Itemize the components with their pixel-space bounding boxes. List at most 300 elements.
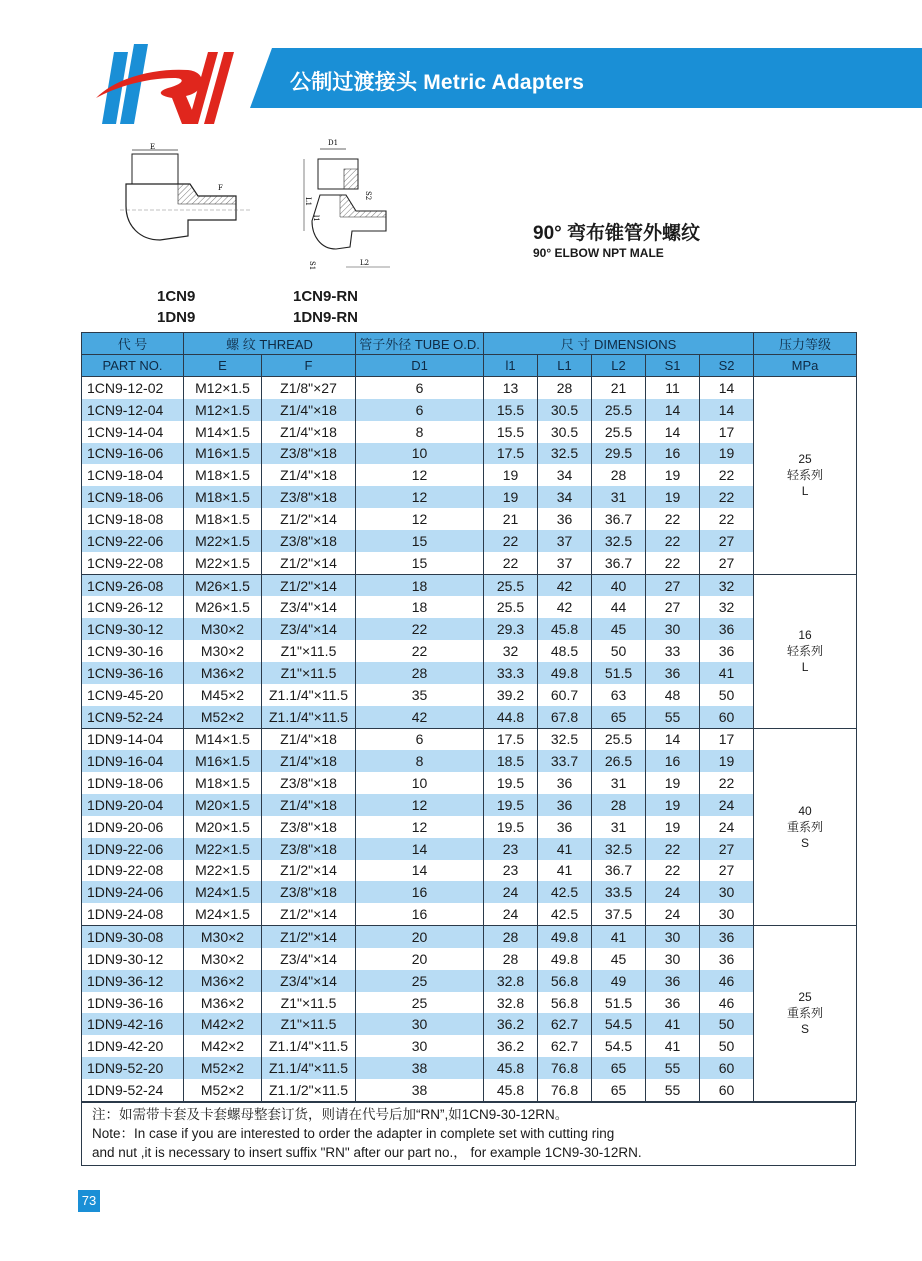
cell-s2: 36 bbox=[700, 948, 754, 970]
cell-f: Z3/8"×18 bbox=[262, 486, 356, 508]
cell-d1: 15 bbox=[356, 552, 484, 574]
header-part-no: PART NO. bbox=[82, 355, 184, 377]
cell-pressure-class bbox=[754, 377, 857, 575]
cell-d1: 16 bbox=[356, 903, 484, 925]
note-en-line2: and nut ,it is necessary to insert suffix "RN" after our part no.， for example 1CN9-30-12RN. bbox=[92, 1145, 642, 1160]
cell-l2: 28 bbox=[592, 794, 646, 816]
cell-s2: 22 bbox=[700, 464, 754, 486]
cell-f: Z3/8"×18 bbox=[262, 530, 356, 552]
order-note bbox=[81, 1102, 856, 1166]
cell-d1: 15 bbox=[356, 530, 484, 552]
cell-f: Z1/2"×14 bbox=[262, 860, 356, 882]
cell-part-no: 1CN9-18-06 bbox=[82, 486, 184, 508]
cell-f: Z1.1/4"×11.5 bbox=[262, 684, 356, 706]
cell-s1: 41 bbox=[646, 1035, 700, 1057]
cell-l1: 41 bbox=[538, 838, 592, 860]
cell-l1: 36 bbox=[538, 772, 592, 794]
cell-part-no: 1CN9-14-04 bbox=[82, 421, 184, 443]
cell-f: Z1/2"×14 bbox=[262, 508, 356, 530]
cell-s1: 14 bbox=[646, 421, 700, 443]
cell-f: Z1/4"×18 bbox=[262, 794, 356, 816]
cell-l1-small: 19 bbox=[484, 486, 538, 508]
cell-l2: 36.7 bbox=[592, 552, 646, 574]
cell-d1: 20 bbox=[356, 926, 484, 948]
cell-l1: 36 bbox=[538, 508, 592, 530]
spec-table bbox=[81, 332, 857, 1102]
cell-f: Z1/8"×27 bbox=[262, 377, 356, 399]
cell-l1-small: 15.5 bbox=[484, 421, 538, 443]
cell-d1: 25 bbox=[356, 970, 484, 992]
cell-l2: 50 bbox=[592, 640, 646, 662]
cell-e: M18×1.5 bbox=[184, 508, 262, 530]
cell-part-no: 1CN9-45-20 bbox=[82, 684, 184, 706]
cell-f: Z1"×11.5 bbox=[262, 640, 356, 662]
cell-d1: 6 bbox=[356, 377, 484, 399]
header-e: E bbox=[184, 355, 262, 377]
cell-s2: 27 bbox=[700, 860, 754, 882]
cell-part-no: 1DN9-30-12 bbox=[82, 948, 184, 970]
cell-s2: 30 bbox=[700, 881, 754, 903]
cell-d1: 25 bbox=[356, 992, 484, 1014]
cell-d1: 20 bbox=[356, 948, 484, 970]
cell-d1: 14 bbox=[356, 860, 484, 882]
cell-e: M52×2 bbox=[184, 1079, 262, 1101]
cell-s2: 60 bbox=[700, 1079, 754, 1101]
cell-s1: 22 bbox=[646, 508, 700, 530]
cell-l2: 32.5 bbox=[592, 838, 646, 860]
cell-s2: 30 bbox=[700, 903, 754, 925]
model-1cn9-rn: 1CN9-RN bbox=[293, 288, 359, 305]
cell-l1: 49.8 bbox=[538, 662, 592, 684]
header-mpa: MPa bbox=[754, 355, 857, 377]
cell-e: M26×1.5 bbox=[184, 596, 262, 618]
cell-s2: 27 bbox=[700, 530, 754, 552]
pressure-series: 重系列 bbox=[787, 819, 824, 834]
cell-l1-small: 44.8 bbox=[484, 706, 538, 728]
cell-part-no: 1CN9-12-02 bbox=[82, 377, 184, 399]
cell-l2: 26.5 bbox=[592, 750, 646, 772]
cell-l1: 42.5 bbox=[538, 903, 592, 925]
cell-part-no: 1CN9-18-04 bbox=[82, 464, 184, 486]
cell-d1: 10 bbox=[356, 443, 484, 465]
model-labels-left bbox=[157, 286, 195, 328]
cell-l1-small: 29.3 bbox=[484, 618, 538, 640]
cell-l2: 31 bbox=[592, 486, 646, 508]
cell-part-no: 1CN9-18-08 bbox=[82, 508, 184, 530]
cell-d1: 42 bbox=[356, 706, 484, 728]
cell-s2: 14 bbox=[700, 399, 754, 421]
cell-l1-small: 25.5 bbox=[484, 596, 538, 618]
cell-s2: 27 bbox=[700, 552, 754, 574]
pressure-pressure: 16 bbox=[798, 628, 812, 643]
cell-l1-small: 45.8 bbox=[484, 1079, 538, 1101]
table-row bbox=[82, 464, 857, 486]
cell-d1: 12 bbox=[356, 794, 484, 816]
cell-f: Z3/8"×18 bbox=[262, 881, 356, 903]
cell-l2: 21 bbox=[592, 377, 646, 399]
cell-l1: 76.8 bbox=[538, 1057, 592, 1079]
cell-l1: 42 bbox=[538, 596, 592, 618]
table-row bbox=[82, 772, 857, 794]
note-en-line1: Note：In case if you are interested to order the adapter in complete set with cutting ring bbox=[92, 1126, 615, 1141]
cell-e: M36×2 bbox=[184, 662, 262, 684]
cell-s1: 14 bbox=[646, 399, 700, 421]
cell-s1: 19 bbox=[646, 486, 700, 508]
cell-part-no: 1CN9-26-12 bbox=[82, 596, 184, 618]
cell-l1-small: 45.8 bbox=[484, 1057, 538, 1079]
header-s2: S2 bbox=[700, 355, 754, 377]
cell-d1: 12 bbox=[356, 508, 484, 530]
table-row bbox=[82, 377, 857, 399]
cell-l1-small: 33.3 bbox=[484, 662, 538, 684]
cell-s1: 55 bbox=[646, 1079, 700, 1101]
cell-e: M12×1.5 bbox=[184, 399, 262, 421]
cell-part-no: 1CN9-22-06 bbox=[82, 530, 184, 552]
cell-l2: 29.5 bbox=[592, 443, 646, 465]
table-row bbox=[82, 838, 857, 860]
cell-l1: 62.7 bbox=[538, 1013, 592, 1035]
cell-l2: 41 bbox=[592, 926, 646, 948]
dim-label-s2: S2 bbox=[364, 191, 372, 201]
cell-d1: 38 bbox=[356, 1079, 484, 1101]
cell-s1: 19 bbox=[646, 464, 700, 486]
table-row bbox=[82, 1079, 857, 1101]
cell-e: M52×2 bbox=[184, 1057, 262, 1079]
cell-l2: 51.5 bbox=[592, 992, 646, 1014]
cell-f: Z1/2"×14 bbox=[262, 926, 356, 948]
cell-d1: 18 bbox=[356, 574, 484, 596]
header-row-1 bbox=[82, 333, 857, 355]
cell-s1: 55 bbox=[646, 1057, 700, 1079]
cell-s1: 14 bbox=[646, 728, 700, 750]
cell-f: Z3/4"×14 bbox=[262, 970, 356, 992]
cell-f: Z1/4"×18 bbox=[262, 750, 356, 772]
cell-d1: 28 bbox=[356, 662, 484, 684]
cell-s2: 22 bbox=[700, 772, 754, 794]
cell-l1-small: 22 bbox=[484, 552, 538, 574]
cell-pressure-class bbox=[754, 728, 857, 926]
cell-e: M18×1.5 bbox=[184, 772, 262, 794]
cell-l1-small: 32.8 bbox=[484, 992, 538, 1014]
table-row bbox=[82, 970, 857, 992]
cell-e: M18×1.5 bbox=[184, 464, 262, 486]
cell-d1: 10 bbox=[356, 772, 484, 794]
pressure-code: S bbox=[801, 1022, 810, 1037]
cell-s1: 30 bbox=[646, 618, 700, 640]
header-tube-od: 管子外径 TUBE O.D. bbox=[356, 333, 484, 355]
cell-l1-small: 23 bbox=[484, 860, 538, 882]
table-row bbox=[82, 684, 857, 706]
table-row bbox=[82, 926, 857, 948]
cell-e: M14×1.5 bbox=[184, 421, 262, 443]
cell-s2: 17 bbox=[700, 728, 754, 750]
cell-l1-small: 32 bbox=[484, 640, 538, 662]
pressure-series: 重系列 bbox=[787, 1006, 824, 1021]
cell-d1: 12 bbox=[356, 486, 484, 508]
cell-f: Z3/8"×18 bbox=[262, 772, 356, 794]
cell-d1: 35 bbox=[356, 684, 484, 706]
cell-f: Z1/4"×18 bbox=[262, 399, 356, 421]
cell-l1: 48.5 bbox=[538, 640, 592, 662]
cell-s2: 24 bbox=[700, 794, 754, 816]
cell-l1-small: 28 bbox=[484, 926, 538, 948]
cell-l2: 63 bbox=[592, 684, 646, 706]
cell-f: Z1.1/4"×11.5 bbox=[262, 1035, 356, 1057]
cell-e: M22×1.5 bbox=[184, 530, 262, 552]
cell-l1-small: 17.5 bbox=[484, 443, 538, 465]
cell-f: Z3/8"×18 bbox=[262, 816, 356, 838]
cell-f: Z3/8"×18 bbox=[262, 838, 356, 860]
spec-table-body bbox=[82, 377, 857, 1102]
cell-l2: 44 bbox=[592, 596, 646, 618]
cell-e: M42×2 bbox=[184, 1013, 262, 1035]
table-row bbox=[82, 530, 857, 552]
cell-s1: 19 bbox=[646, 794, 700, 816]
cell-part-no: 1DN9-16-04 bbox=[82, 750, 184, 772]
cell-l1-small: 19.5 bbox=[484, 816, 538, 838]
cell-f: Z1/2"×14 bbox=[262, 552, 356, 574]
cell-l1: 32.5 bbox=[538, 443, 592, 465]
table-row bbox=[82, 1057, 857, 1079]
cell-l2: 28 bbox=[592, 464, 646, 486]
cell-part-no: 1CN9-26-08 bbox=[82, 574, 184, 596]
cell-d1: 22 bbox=[356, 618, 484, 640]
cell-l1-small: 13 bbox=[484, 377, 538, 399]
header-l1: L1 bbox=[538, 355, 592, 377]
cell-l1: 33.7 bbox=[538, 750, 592, 772]
elbow-drawing-left bbox=[120, 140, 260, 260]
cell-f: Z1"×11.5 bbox=[262, 662, 356, 684]
cell-s2: 36 bbox=[700, 926, 754, 948]
pressure-code: L bbox=[801, 484, 809, 499]
cell-l1: 76.8 bbox=[538, 1079, 592, 1101]
header-row-2 bbox=[82, 355, 857, 377]
cell-f: Z1"×11.5 bbox=[262, 992, 356, 1014]
cell-part-no: 1DN9-36-16 bbox=[82, 992, 184, 1014]
cell-l1: 32.5 bbox=[538, 728, 592, 750]
cell-e: M45×2 bbox=[184, 684, 262, 706]
cell-l2: 33.5 bbox=[592, 881, 646, 903]
cell-f: Z3/8"×18 bbox=[262, 443, 356, 465]
cell-f: Z1/4"×18 bbox=[262, 464, 356, 486]
cell-part-no: 1DN9-36-12 bbox=[82, 970, 184, 992]
cell-l1-small: 19 bbox=[484, 464, 538, 486]
cell-l1-small: 19.5 bbox=[484, 772, 538, 794]
cell-f: Z1.1/2"×11.5 bbox=[262, 1079, 356, 1101]
cell-l2: 51.5 bbox=[592, 662, 646, 684]
note-cn: 注：如需带卡套及卡套螺母整套订货，则请在代号后加“RN”,如1CN9-30-12RN。 bbox=[92, 1107, 569, 1122]
page-number: 73 bbox=[78, 1190, 100, 1212]
cell-e: M22×1.5 bbox=[184, 552, 262, 574]
company-logo bbox=[88, 40, 278, 130]
dim-label-s1: S1 bbox=[308, 261, 316, 271]
cell-s1: 41 bbox=[646, 1013, 700, 1035]
dim-label-f: F bbox=[218, 184, 223, 192]
table-row bbox=[82, 794, 857, 816]
table-row bbox=[82, 728, 857, 750]
cell-l1-small: 36.2 bbox=[484, 1013, 538, 1035]
cell-d1: 12 bbox=[356, 464, 484, 486]
cell-l1: 49.8 bbox=[538, 926, 592, 948]
pressure-pressure: 25 bbox=[798, 990, 812, 1005]
pressure-series: 轻系列 bbox=[787, 468, 824, 483]
header-s1: S1 bbox=[646, 355, 700, 377]
cell-part-no: 1CN9-52-24 bbox=[82, 706, 184, 728]
cell-pressure-class bbox=[754, 574, 857, 728]
cell-e: M30×2 bbox=[184, 926, 262, 948]
product-title-en: 90° ELBOW NPT MALE bbox=[533, 246, 664, 260]
cell-part-no: 1DN9-18-06 bbox=[82, 772, 184, 794]
cell-l2: 65 bbox=[592, 1079, 646, 1101]
cell-s2: 32 bbox=[700, 596, 754, 618]
table-row bbox=[82, 1035, 857, 1057]
cell-e: M36×2 bbox=[184, 970, 262, 992]
cell-e: M22×1.5 bbox=[184, 860, 262, 882]
cell-f: Z1/2"×14 bbox=[262, 574, 356, 596]
cell-s1: 22 bbox=[646, 860, 700, 882]
cell-s1: 30 bbox=[646, 926, 700, 948]
cell-l2: 54.5 bbox=[592, 1035, 646, 1057]
header-d1: D1 bbox=[356, 355, 484, 377]
header-pressure: 压力等级 bbox=[754, 333, 857, 355]
cell-s2: 41 bbox=[700, 662, 754, 684]
cell-f: Z1.1/4"×11.5 bbox=[262, 1057, 356, 1079]
pressure-code: S bbox=[801, 835, 810, 850]
cell-s1: 55 bbox=[646, 706, 700, 728]
model-1cn9: 1CN9 bbox=[157, 288, 196, 305]
cell-s2: 27 bbox=[700, 838, 754, 860]
cell-l1: 41 bbox=[538, 860, 592, 882]
cell-l2: 31 bbox=[592, 816, 646, 838]
cell-e: M52×2 bbox=[184, 706, 262, 728]
pressure-series: 轻系列 bbox=[787, 644, 824, 659]
cell-l1: 34 bbox=[538, 486, 592, 508]
cell-e: M26×1.5 bbox=[184, 574, 262, 596]
dim-label-e: E bbox=[150, 143, 156, 151]
cell-l1: 56.8 bbox=[538, 992, 592, 1014]
cell-e: M16×1.5 bbox=[184, 443, 262, 465]
cell-s1: 36 bbox=[646, 662, 700, 684]
dim-label-l2: L2 bbox=[360, 259, 370, 267]
cell-f: Z3/4"×14 bbox=[262, 596, 356, 618]
cell-l2: 36.7 bbox=[592, 508, 646, 530]
cell-l1-small: 24 bbox=[484, 881, 538, 903]
cell-part-no: 1DN9-20-04 bbox=[82, 794, 184, 816]
cell-l1: 42 bbox=[538, 574, 592, 596]
cell-f: Z1/4"×18 bbox=[262, 728, 356, 750]
cell-d1: 38 bbox=[356, 1057, 484, 1079]
cell-part-no: 1DN9-52-24 bbox=[82, 1079, 184, 1101]
cell-s2: 22 bbox=[700, 508, 754, 530]
cell-pressure-class bbox=[754, 926, 857, 1102]
cell-part-no: 1CN9-22-08 bbox=[82, 552, 184, 574]
table-row bbox=[82, 706, 857, 728]
cell-d1: 12 bbox=[356, 816, 484, 838]
cell-l1-small: 36.2 bbox=[484, 1035, 538, 1057]
cell-e: M20×1.5 bbox=[184, 794, 262, 816]
cell-s1: 27 bbox=[646, 596, 700, 618]
cell-s2: 36 bbox=[700, 640, 754, 662]
cell-e: M30×2 bbox=[184, 618, 262, 640]
cell-part-no: 1DN9-42-20 bbox=[82, 1035, 184, 1057]
cell-l1-small: 28 bbox=[484, 948, 538, 970]
cell-d1: 6 bbox=[356, 399, 484, 421]
model-1dn9: 1DN9 bbox=[157, 309, 196, 326]
cell-part-no: 1CN9-12-04 bbox=[82, 399, 184, 421]
cell-s2: 46 bbox=[700, 992, 754, 1014]
cell-l1: 28 bbox=[538, 377, 592, 399]
cell-l1: 67.8 bbox=[538, 706, 592, 728]
cell-s2: 17 bbox=[700, 421, 754, 443]
cell-f: Z1/4"×18 bbox=[262, 421, 356, 443]
table-row bbox=[82, 508, 857, 530]
cell-e: M24×1.5 bbox=[184, 903, 262, 925]
pressure-pressure: 40 bbox=[798, 803, 812, 818]
cell-l1-small: 18.5 bbox=[484, 750, 538, 772]
cell-d1: 8 bbox=[356, 421, 484, 443]
cell-l2: 31 bbox=[592, 772, 646, 794]
cell-d1: 6 bbox=[356, 728, 484, 750]
cell-l2: 25.5 bbox=[592, 421, 646, 443]
cell-part-no: 1DN9-22-06 bbox=[82, 838, 184, 860]
cell-d1: 22 bbox=[356, 640, 484, 662]
cell-l1-small: 22 bbox=[484, 530, 538, 552]
table-row bbox=[82, 421, 857, 443]
cell-s1: 48 bbox=[646, 684, 700, 706]
cell-l1-small: 17.5 bbox=[484, 728, 538, 750]
cell-s1: 22 bbox=[646, 530, 700, 552]
header-l1-small: l1 bbox=[484, 355, 538, 377]
cell-l1-small: 32.8 bbox=[484, 970, 538, 992]
table-row bbox=[82, 618, 857, 640]
cell-s1: 19 bbox=[646, 816, 700, 838]
cell-s1: 22 bbox=[646, 552, 700, 574]
cell-e: M36×2 bbox=[184, 992, 262, 1014]
cell-e: M18×1.5 bbox=[184, 486, 262, 508]
cell-l1: 42.5 bbox=[538, 881, 592, 903]
cell-s2: 50 bbox=[700, 1013, 754, 1035]
cell-l1: 30.5 bbox=[538, 399, 592, 421]
cell-part-no: 1CN9-36-16 bbox=[82, 662, 184, 684]
cell-f: Z1"×11.5 bbox=[262, 1013, 356, 1035]
product-title-cn: 90° 弯布锥管外螺纹 bbox=[533, 223, 701, 244]
cell-e: M22×1.5 bbox=[184, 838, 262, 860]
table-row bbox=[82, 596, 857, 618]
cell-s2: 19 bbox=[700, 750, 754, 772]
cell-d1: 18 bbox=[356, 596, 484, 618]
cell-d1: 30 bbox=[356, 1013, 484, 1035]
table-row bbox=[82, 860, 857, 882]
cell-s2: 50 bbox=[700, 1035, 754, 1057]
cell-s2: 19 bbox=[700, 443, 754, 465]
cell-part-no: 1DN9-24-08 bbox=[82, 903, 184, 925]
cell-f: Z3/4"×14 bbox=[262, 948, 356, 970]
cell-d1: 14 bbox=[356, 838, 484, 860]
table-row bbox=[82, 903, 857, 925]
table-row bbox=[82, 662, 857, 684]
cell-part-no: 1DN9-14-04 bbox=[82, 728, 184, 750]
cell-l1: 36 bbox=[538, 794, 592, 816]
header-f: F bbox=[262, 355, 356, 377]
dim-label-d1: D1 bbox=[328, 139, 339, 147]
cell-l1: 37 bbox=[538, 552, 592, 574]
cell-l2: 25.5 bbox=[592, 728, 646, 750]
table-row bbox=[82, 881, 857, 903]
cell-part-no: 1DN9-52-20 bbox=[82, 1057, 184, 1079]
cell-l1: 36 bbox=[538, 816, 592, 838]
cell-l1-small: 15.5 bbox=[484, 399, 538, 421]
dim-label-l1-upper: L1 bbox=[304, 197, 312, 207]
